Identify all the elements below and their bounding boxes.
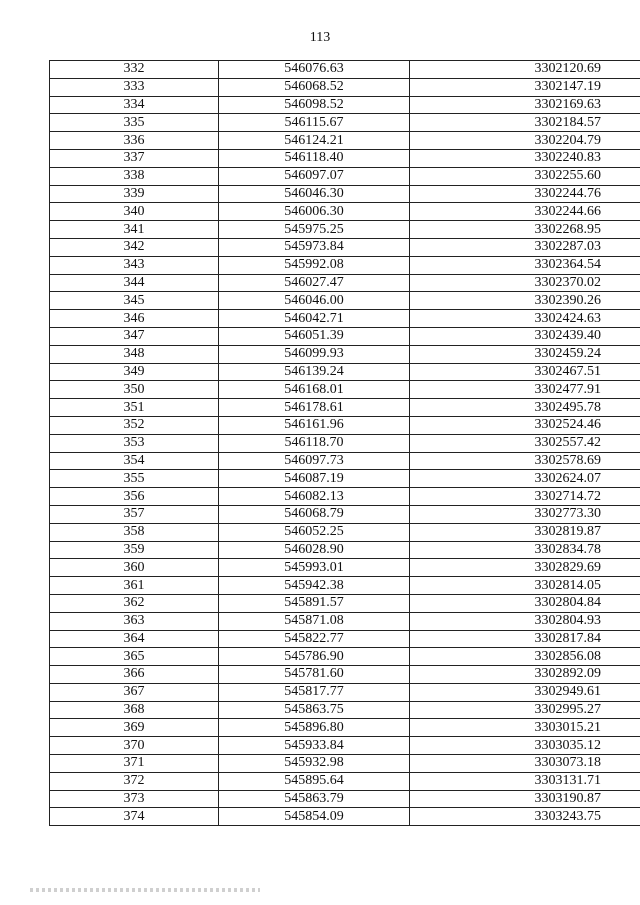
table-row	[50, 790, 640, 808]
point-number-cell: 360	[50, 559, 219, 577]
table-row	[50, 612, 640, 630]
y-coordinate-cell: 3302819.87	[410, 523, 640, 541]
table-row	[50, 399, 640, 417]
point-number-cell: 363	[50, 612, 219, 630]
table-row	[50, 292, 640, 310]
y-coordinate-cell: 3302834.78	[410, 541, 640, 559]
y-coordinate-cell: 3302439.40	[410, 327, 640, 345]
table-row	[50, 167, 640, 185]
y-coordinate-cell: 3302244.76	[410, 185, 640, 203]
point-number-cell: 374	[50, 808, 219, 826]
point-number-cell: 365	[50, 648, 219, 666]
y-coordinate-cell: 3303015.21	[410, 719, 640, 737]
point-number-cell: 353	[50, 434, 219, 452]
table-row	[50, 434, 640, 452]
table-row	[50, 310, 640, 328]
y-coordinate-cell: 3302204.79	[410, 132, 640, 150]
x-coordinate-cell: 546097.07	[219, 167, 410, 185]
page-number: 113	[309, 30, 331, 45]
table-row	[50, 594, 640, 612]
y-coordinate-cell: 3302949.61	[410, 683, 640, 701]
table-row	[50, 630, 640, 648]
y-coordinate-cell: 3302804.84	[410, 594, 640, 612]
point-number-cell: 356	[50, 488, 219, 506]
point-number-cell: 345	[50, 292, 219, 310]
table-row	[50, 452, 640, 470]
y-coordinate-cell: 3302244.66	[410, 203, 640, 221]
x-coordinate-cell: 545871.08	[219, 612, 410, 630]
point-number-cell: 348	[50, 345, 219, 363]
table-row	[50, 185, 640, 203]
table-row	[50, 666, 640, 684]
point-number-cell: 332	[50, 61, 219, 79]
point-number-cell: 334	[50, 96, 219, 114]
table-row	[50, 559, 640, 577]
y-coordinate-cell: 3302524.46	[410, 416, 640, 434]
point-number-cell: 364	[50, 630, 219, 648]
x-coordinate-cell: 546068.52	[219, 78, 410, 96]
point-number-cell: 350	[50, 381, 219, 399]
x-coordinate-cell: 546124.21	[219, 132, 410, 150]
point-number-cell: 347	[50, 327, 219, 345]
x-coordinate-cell: 546027.47	[219, 274, 410, 292]
y-coordinate-cell: 3302856.08	[410, 648, 640, 666]
point-number-cell: 333	[50, 78, 219, 96]
coordinates-table	[49, 60, 640, 826]
x-coordinate-cell: 546178.61	[219, 399, 410, 417]
x-coordinate-cell: 545973.84	[219, 238, 410, 256]
y-coordinate-cell: 3302255.60	[410, 167, 640, 185]
table-row	[50, 416, 640, 434]
point-number-cell: 343	[50, 256, 219, 274]
x-coordinate-cell: 546118.70	[219, 434, 410, 452]
point-number-cell: 361	[50, 577, 219, 595]
x-coordinate-cell: 545933.84	[219, 737, 410, 755]
point-number-cell: 346	[50, 310, 219, 328]
point-number-cell: 362	[50, 594, 219, 612]
table-row	[50, 523, 640, 541]
point-number-cell: 368	[50, 701, 219, 719]
point-number-cell: 357	[50, 505, 219, 523]
table-row	[50, 488, 640, 506]
point-number-cell: 354	[50, 452, 219, 470]
x-coordinate-cell: 545863.79	[219, 790, 410, 808]
x-coordinate-cell: 546006.30	[219, 203, 410, 221]
y-coordinate-cell: 3303073.18	[410, 755, 640, 773]
point-number-cell: 338	[50, 167, 219, 185]
y-coordinate-cell: 3302240.83	[410, 149, 640, 167]
y-coordinate-cell: 3302817.84	[410, 630, 640, 648]
table-row	[50, 470, 640, 488]
point-number-cell: 349	[50, 363, 219, 381]
x-coordinate-cell: 545895.64	[219, 772, 410, 790]
table-row	[50, 381, 640, 399]
point-number-cell: 359	[50, 541, 219, 559]
table-row	[50, 61, 640, 79]
x-coordinate-cell: 545896.80	[219, 719, 410, 737]
x-coordinate-cell: 546076.63	[219, 61, 410, 79]
y-coordinate-cell: 3303243.75	[410, 808, 640, 826]
y-coordinate-cell: 3303035.12	[410, 737, 640, 755]
point-number-cell: 342	[50, 238, 219, 256]
y-coordinate-cell: 3302364.54	[410, 256, 640, 274]
point-number-cell: 341	[50, 221, 219, 239]
x-coordinate-cell: 545993.01	[219, 559, 410, 577]
x-coordinate-cell: 546082.13	[219, 488, 410, 506]
point-number-cell: 337	[50, 149, 219, 167]
x-coordinate-cell: 546087.19	[219, 470, 410, 488]
table-row	[50, 345, 640, 363]
point-number-cell: 352	[50, 416, 219, 434]
table-row	[50, 221, 640, 239]
point-number-cell: 371	[50, 755, 219, 773]
point-number-cell: 358	[50, 523, 219, 541]
x-coordinate-cell: 546139.24	[219, 363, 410, 381]
point-number-cell: 344	[50, 274, 219, 292]
x-coordinate-cell: 545786.90	[219, 648, 410, 666]
y-coordinate-cell: 3302120.69	[410, 61, 640, 79]
y-coordinate-cell: 3302995.27	[410, 701, 640, 719]
table-row	[50, 808, 640, 826]
table-row	[50, 78, 640, 96]
x-coordinate-cell: 545932.98	[219, 755, 410, 773]
y-coordinate-cell: 3302467.51	[410, 363, 640, 381]
table-row	[50, 505, 640, 523]
x-coordinate-cell: 546068.79	[219, 505, 410, 523]
y-coordinate-cell: 3302169.63	[410, 96, 640, 114]
table-row	[50, 238, 640, 256]
table-row	[50, 327, 640, 345]
point-number-cell: 372	[50, 772, 219, 790]
y-coordinate-cell: 3302370.02	[410, 274, 640, 292]
y-coordinate-cell: 3302814.05	[410, 577, 640, 595]
table-row	[50, 132, 640, 150]
y-coordinate-cell: 3302892.09	[410, 666, 640, 684]
coordinates-table-body	[50, 61, 640, 826]
point-number-cell: 366	[50, 666, 219, 684]
y-coordinate-cell: 3302287.03	[410, 238, 640, 256]
x-coordinate-cell: 545817.77	[219, 683, 410, 701]
point-number-cell: 373	[50, 790, 219, 808]
point-number-cell: 336	[50, 132, 219, 150]
point-number-cell: 369	[50, 719, 219, 737]
table-row	[50, 203, 640, 221]
table-row	[50, 96, 640, 114]
table-row	[50, 701, 640, 719]
table-row	[50, 755, 640, 773]
y-coordinate-cell: 3302268.95	[410, 221, 640, 239]
x-coordinate-cell: 546168.01	[219, 381, 410, 399]
x-coordinate-cell: 545822.77	[219, 630, 410, 648]
x-coordinate-cell: 546097.73	[219, 452, 410, 470]
y-coordinate-cell: 3302495.78	[410, 399, 640, 417]
x-coordinate-cell: 545891.57	[219, 594, 410, 612]
x-coordinate-cell: 545863.75	[219, 701, 410, 719]
point-number-cell: 370	[50, 737, 219, 755]
x-coordinate-cell: 545781.60	[219, 666, 410, 684]
y-coordinate-cell: 3302390.26	[410, 292, 640, 310]
table-row	[50, 719, 640, 737]
table-row	[50, 256, 640, 274]
table-row	[50, 577, 640, 595]
x-coordinate-cell: 545975.25	[219, 221, 410, 239]
y-coordinate-cell: 3302477.91	[410, 381, 640, 399]
point-number-cell: 335	[50, 114, 219, 132]
x-coordinate-cell: 546161.96	[219, 416, 410, 434]
point-number-cell: 367	[50, 683, 219, 701]
y-coordinate-cell: 3302557.42	[410, 434, 640, 452]
table-row	[50, 149, 640, 167]
y-coordinate-cell: 3302829.69	[410, 559, 640, 577]
point-number-cell: 355	[50, 470, 219, 488]
point-number-cell: 351	[50, 399, 219, 417]
table-row	[50, 648, 640, 666]
table-row	[50, 683, 640, 701]
y-coordinate-cell: 3302624.07	[410, 470, 640, 488]
y-coordinate-cell: 3302773.30	[410, 505, 640, 523]
x-coordinate-cell: 546028.90	[219, 541, 410, 559]
y-coordinate-cell: 3302147.19	[410, 78, 640, 96]
x-coordinate-cell: 546098.52	[219, 96, 410, 114]
table-row	[50, 541, 640, 559]
x-coordinate-cell: 546118.40	[219, 149, 410, 167]
point-number-cell: 340	[50, 203, 219, 221]
table-row	[50, 772, 640, 790]
y-coordinate-cell: 3302578.69	[410, 452, 640, 470]
x-coordinate-cell: 545992.08	[219, 256, 410, 274]
x-coordinate-cell: 546046.00	[219, 292, 410, 310]
table-row	[50, 114, 640, 132]
x-coordinate-cell: 546099.93	[219, 345, 410, 363]
y-coordinate-cell: 3303190.87	[410, 790, 640, 808]
y-coordinate-cell: 3302184.57	[410, 114, 640, 132]
x-coordinate-cell: 546046.30	[219, 185, 410, 203]
scan-artifact	[30, 888, 260, 892]
x-coordinate-cell: 546042.71	[219, 310, 410, 328]
y-coordinate-cell: 3302804.93	[410, 612, 640, 630]
x-coordinate-cell: 545942.38	[219, 577, 410, 595]
table-row	[50, 363, 640, 381]
x-coordinate-cell: 546051.39	[219, 327, 410, 345]
point-number-cell: 339	[50, 185, 219, 203]
y-coordinate-cell: 3302424.63	[410, 310, 640, 328]
y-coordinate-cell: 3302714.72	[410, 488, 640, 506]
y-coordinate-cell: 3302459.24	[410, 345, 640, 363]
table-row	[50, 737, 640, 755]
x-coordinate-cell: 545854.09	[219, 808, 410, 826]
y-coordinate-cell: 3303131.71	[410, 772, 640, 790]
x-coordinate-cell: 546052.25	[219, 523, 410, 541]
x-coordinate-cell: 546115.67	[219, 114, 410, 132]
table-row	[50, 274, 640, 292]
